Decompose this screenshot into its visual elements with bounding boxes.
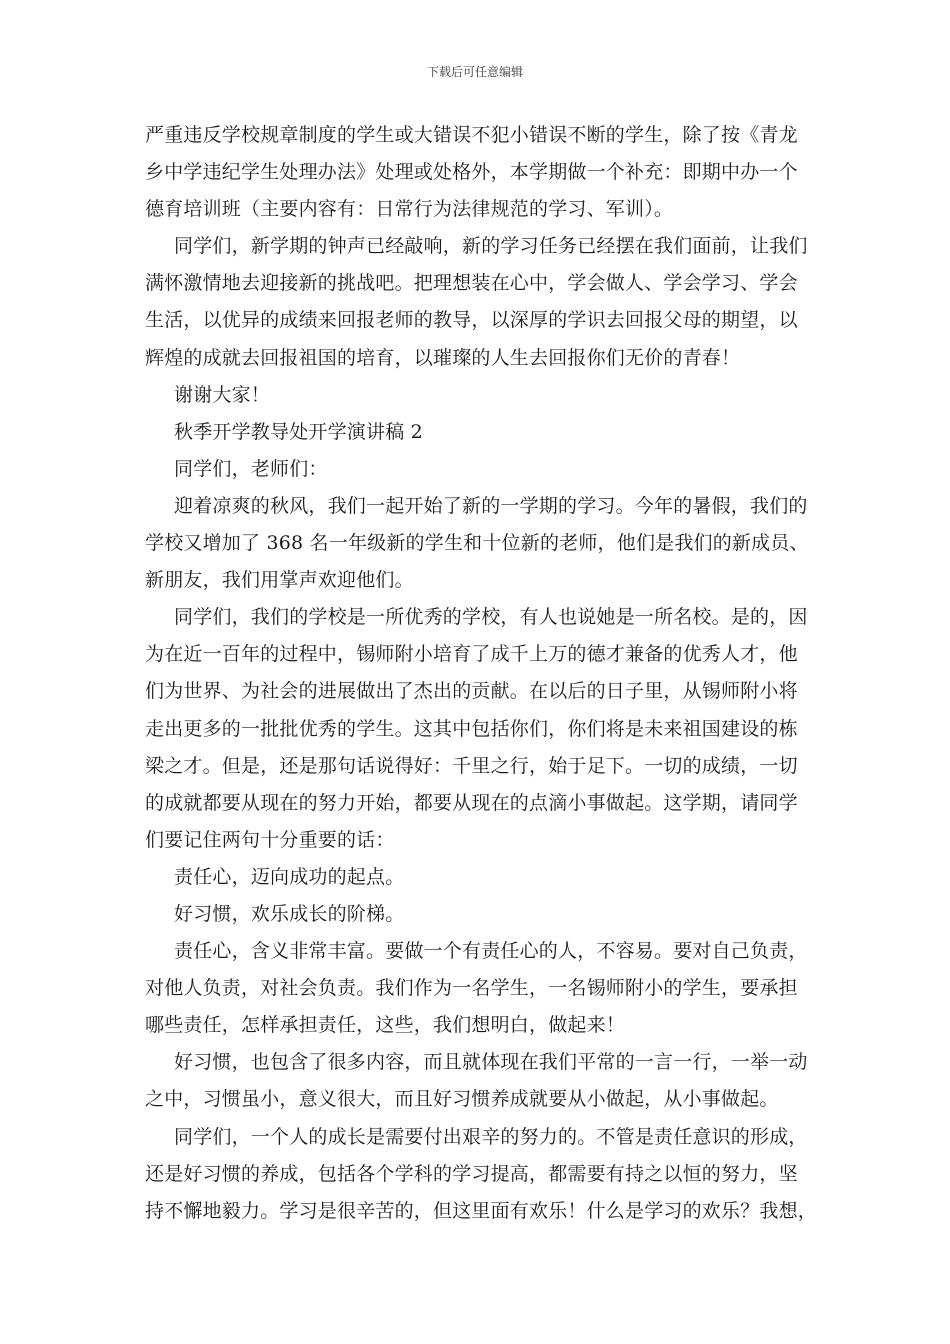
text-line: 谢谢大家！: [174, 383, 271, 406]
text-line: 同学们，老师们：: [174, 457, 328, 480]
text-line: 德育培训班（主要内容有：日常行为法律规范的学习、军训）。: [145, 198, 674, 221]
text-line: 还是好习惯的养成，包括各个学科的学习提高，都需要有持之以恒的努力，坚: [145, 1162, 798, 1185]
text-line: 们为世界、为社会的进展做出了杰出的贡献。在以后的日子里，从锡师附小将: [145, 680, 798, 703]
text-line: 走出更多的一批批优秀的学生。这其中包括你们，你们将是未来祖国建设的栋: [145, 717, 798, 740]
text-line: 为在近一百年的过程中，锡师附小培育了成千上万的德才兼备的优秀人才，他: [145, 643, 798, 666]
text-line: 责任心，迈向成功的起点。: [174, 865, 405, 888]
text-line: 的成就都要从现在的努力开始，都要从现在的点滴小事做起。这学期，请同学: [145, 791, 798, 814]
text-line: 乡中学违纪学生处理办法》处理或处格外，本学期做一个补充：即期中办一个: [145, 161, 798, 184]
text-line: 同学们，新学期的钟声已经敲响，新的学习任务已经摆在我们面前，让我们: [174, 235, 808, 258]
text-line: 梁之才。但是，还是那句话说得好：千里之行，始于足下。一切的成绩，一切: [145, 754, 798, 777]
text-line: 责任心，含义非常丰富。要做一个有责任心的人，不容易。要对自己负责，: [174, 940, 808, 963]
text-line: 持不懈地毅力。学习是很辛苦的，但这里面有欢乐！什么是学习的欢乐？我想，: [145, 1199, 818, 1222]
text-line: 迎着凉爽的秋风，我们一起开始了新的一学期的学习。今年的暑假，我们的: [174, 494, 808, 517]
text-line: 同学们，我们的学校是一所优秀的学校，有人也说她是一所名校。是的，因: [174, 606, 808, 629]
text-line: 生活，以优异的成绩来回报老师的教导，以深厚的学识去回报父母的期望，以: [145, 309, 798, 332]
text-line: 对他人负责，对社会负责。我们作为一名学生，一名锡师附小的学生，要承担: [145, 977, 798, 1000]
text-line: 新朋友，我们用掌声欢迎他们。: [145, 569, 414, 592]
text-line: 秋季开学教导处开学演讲稿 2: [174, 420, 423, 443]
text-line: 辉煌的成就去回报祖国的培育，以璀璨的人生去回报你们无价的青春！: [145, 346, 741, 369]
text-line: 之中，习惯虽小，意义很大，而且好习惯养成就要从小做起，从小事做起。: [145, 1088, 779, 1111]
text-line: 们要记住两句十分重要的话：: [145, 828, 395, 851]
text-line: 学校又增加了 368 名一年级新的学生和十位新的老师，他们是我们的新成员、: [145, 532, 809, 555]
text-line: 哪些责任，怎样承担责任，这些，我们想明白，做起来！: [145, 1014, 626, 1037]
text-line: 好习惯，也包含了很多内容，而且就体现在我们平常的一言一行，一举一动: [174, 1051, 808, 1074]
text-line: 好习惯，欢乐成长的阶梯。: [174, 902, 405, 925]
text-line: 同学们，一个人的成长是需要付出艰辛的努力的。不管是责任意识的形成，: [174, 1125, 808, 1148]
text-line: 严重违反学校规章制度的学生或大错误不犯小错误不断的学生，除了按《青龙: [145, 124, 798, 146]
text-line: 满怀激情地去迎接新的挑战吧。把理想装在心中，学会做人、学会学习、学会: [145, 272, 798, 295]
document-body: [145, 117, 817, 1230]
page-header-note: 下载后可任意编辑: [426, 65, 523, 79]
